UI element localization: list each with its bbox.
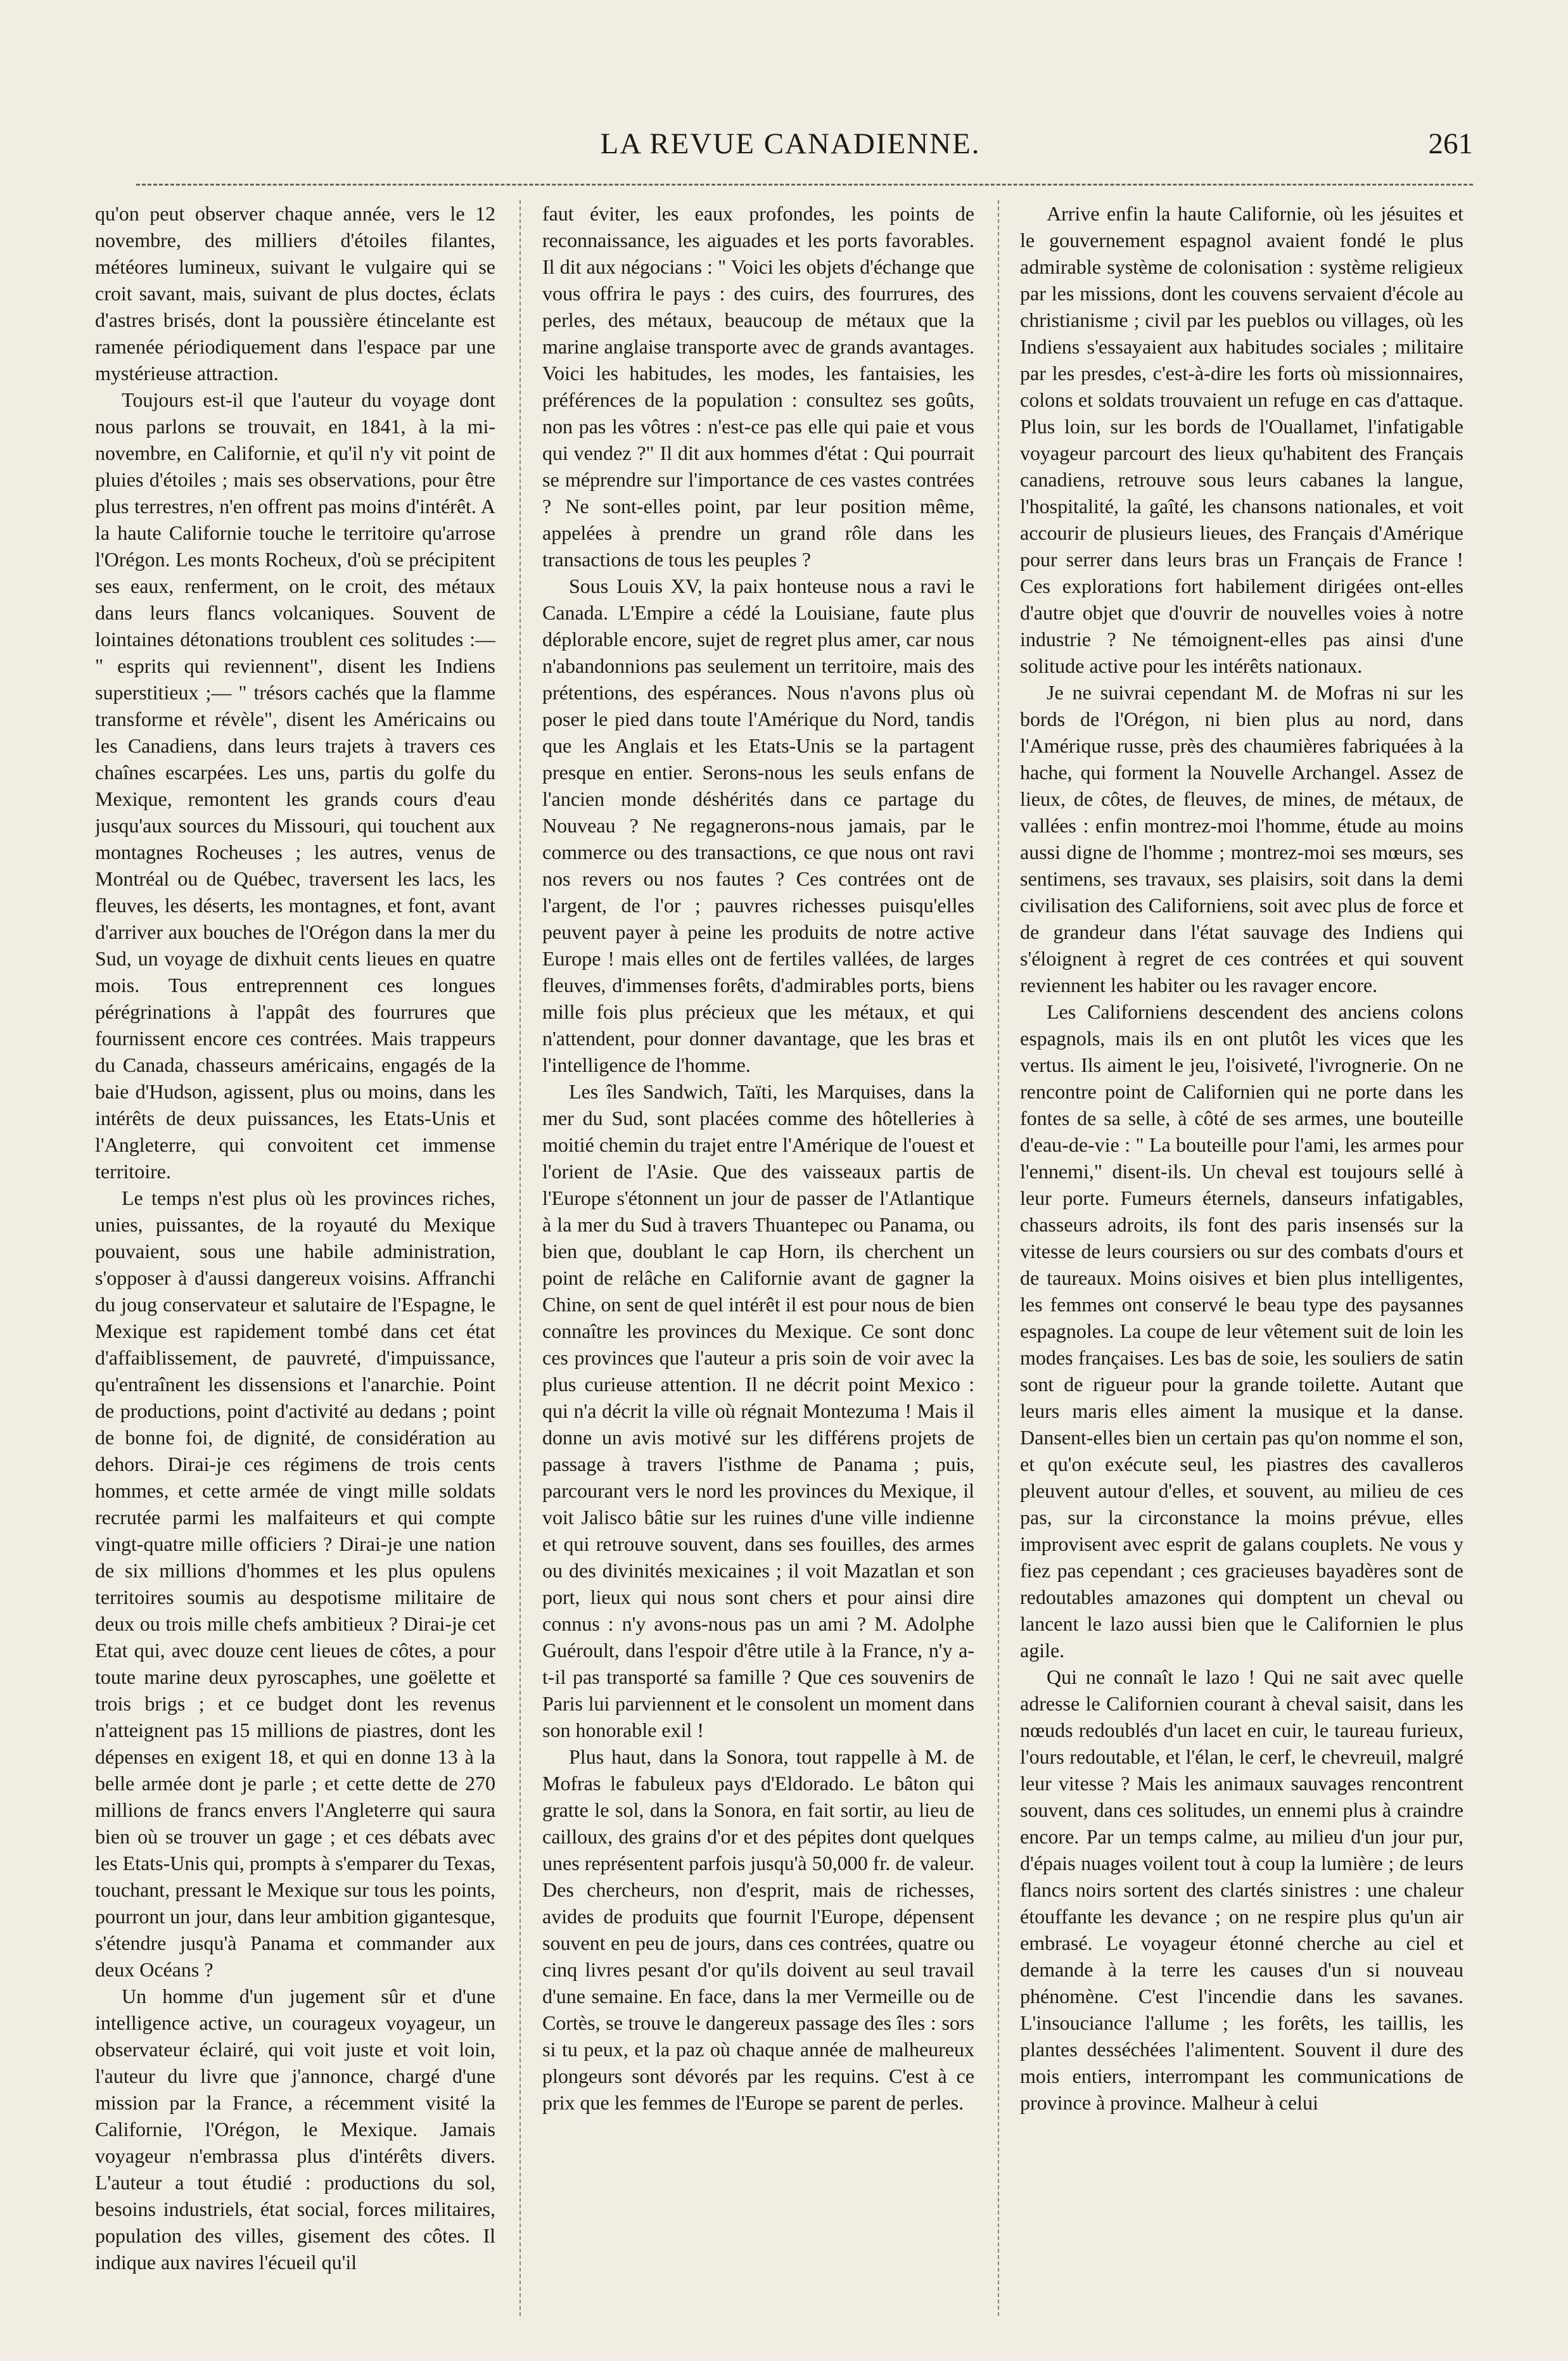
column-divider-2 <box>998 200 999 2316</box>
paragraph: Un homme d'un jugement sûr et d'une intelligence active, un courageux voyageur, un observateur éclairé, qui voit juste et voit loin, l'auteur du livre que j'annonce, chargé d'une mission par la France, a récemment visité la Californie, l'Orégon, le Mexique. Jamais voyageur n'embrassa plus d'intérêts divers. L'auteur a tout étudié : productions du sol, besoins industriels, état social, forces militaires, population des villes, gisement des côtes. Il indique aux navires l'écueil qu'il <box>95 1985 495 2274</box>
column-3 <box>1020 200 1463 2329</box>
paragraph: Le temps n'est plus où les provinces riches, unies, puissantes, de la royauté du Mexique pouvaient, sous une habile administration, s'opposer à d'aussi dangereux voisins. Affranchi du joug conservateur et salutaire de l'Espagne, le Mexique est rapidement tombé dans cet état d'affaiblissement, de pauvreté, d'impuissance, qu'entraînent les dissensions et l'anarchie. Point de productions, point d'activité au dedans ; point de bonne foi, de dignité, de considération au dehors. Dirai-je ces régimens de trois cents hommes, et cette armée de vingt mille soldats recrutée parmi les malfaiteurs et qui compte vingt-quatre mille officiers ? Dirai-je une nation de six millions d'hommes et les plus opulens territoires soumis au despotisme militaire de deux ou trois mille chefs ambitieux ? Dirai-je cet Etat qui, avec douze cent lieues de côtes, a pour toute marine deux pyroscaphes, une goëlette et trois brigs ; et ce budget dont les revenus n'atteignent pas 15 millions de piastres, dont les dépenses en exigent 18, et qui en donne 13 à la belle armée dont je parle ; et cette dette de 270 millions de francs envers l'Angleterre qui saura bien où se trouver un gage ; et ces débats avec les Etats-Unis qui, prompts à s'emparer du Texas, touchant, pressant le Mexique sur tous les points, pourront un jour, dans leur ambition gigantesque, s'étendre jusqu'à Panama et commander aux deux Océans ? <box>95 1187 495 1981</box>
header-rule <box>136 184 1473 186</box>
paragraph: Sous Louis XV, la paix honteuse nous a ravi le Canada. L'Empire a cédé la Louisiane, faute plus déplorable encore, sujet de regret plus amer, car nous n'abandonnions pas seulement un territoire, mais des prétentions, des espérances. Nous n'avons plus où poser le pied dans toute l'Amérique du Nord, tandis que les Anglais et les Etats-Unis se la partagent presque en entier. Serons-nous les seuls enfans de l'ancien monde déshérités dans ce partage du Nouveau ? Ne regagnerons-nous jamais, par le commerce ou des transactions, ce que nous ont ravi nos revers ou nos fautes ? Ces contrées ont de l'argent, de l'or ; pauvres richesses puisqu'elles peuvent payer à peine les produits de notre active Europe ! mais elles ont de fertiles vallées, de larges fleuves, d'immenses forêts, d'admirables ports, biens mille fois plus précieux que les métaux, et qui n'attendent, pour donner davantage, que les bras et l'intelligence de l'homme. <box>542 575 974 1076</box>
paragraph: Qui ne connaît le lazo ! Qui ne sait avec quelle adresse le Californien courant à cheval saisit, dans les nœuds redoublés d'un lacet en cuir, le taureau furieux, l'ours redoutable, et l'élan, le cerf, le chevreuil, malgré leur vitesse ? Mais les animaux sauvages rencontrent souvent, dans ces solitudes, un ennemi plus à craindre encore. Par un temps calme, au milieu d'un jour pur, d'épais nuages voilent tout à coup la lumière ; de leurs flancs noirs sortent des clartés sinistres : une chaleur étouffante les devance ; on ne respire plus qu'un air embrasé. Le voyageur étonné cherche au ciel et demande à la terre les causes d'un si nouveau phénomène. C'est l'incendie dans les savanes. L'insouciance l'allume ; les forêts, les taillis, les plantes desséchées l'alimentent. Souvent il dure des mois entiers, interrompant les communications de province à province. Malheur à celui <box>1020 1665 1463 2114</box>
running-header <box>108 127 1473 171</box>
paragraph: Je ne suivrai cependant M. de Mofras ni sur les bords de l'Orégon, ni bien plus au nord, dans l'Amérique russe, près des chaumières fabriquées à la hache, qui forment la Nouvelle Archangel. Assez de lieux, de côtes, de fleuves, de mines, de métaux, de vallées : enfin montrez-moi l'homme, étude au moins aussi digne de l'homme ; montrez-moi ses mœurs, ses sentimens, ses travaux, ses plaisirs, soit dans la demi civilisation des Californiens, soit avec plus de force et de grandeur dans l'état sauvage des Indiens qui s'éloignent à regret de ces contrées et qui souvent reviennent les habiter ou les ravager encore. <box>1020 681 1463 996</box>
running-title: LA REVUE CANADIENNE. <box>600 127 981 160</box>
paragraph: Toujours est-il que l'auteur du voyage dont nous parlons se trouvait, en 1841, à la mi-novembre, en Californie, et qu'il n'y vit point de pluies d'étoiles ; mais ses observations, pour être plus terrestres, n'en offrent pas moins d'intérêt. A la haute Californie touche le territoire qu'arrose l'Orégon. Les monts Rocheux, d'où se précipitent ses eaux, renferment, on le croit, des métaux dans leurs flancs volcaniques. Souvent de lointaines détonations troublent ces solitudes :— " esprits qui reviennent", disent les Indiens superstitieux ;— " trésors cachés que la flamme transforme et révèle", disent les Américains ou les Canadiens, dans leurs trajets à travers ces chaînes escarpées. Les uns, partis du golfe du Mexique, remontent les grands cours d'eau jusqu'aux sources du Missouri, qui touchent aux montagnes Rocheuses ; les autres, venus de Montréal ou de Québec, traversent les lacs, les fleuves, les déserts, les montagnes, et font, avant d'arriver aux bouches de l'Orégon dans la mer du Sud, un voyage de dixhuit cents lieues en quatre mois. Tous entreprennent ces longues pérégrinations à l'appât des fourrures que fournissent encore ces contrées. Mais trappeurs du Canada, chasseurs américains, engagés de la baie d'Hudson, agissent, plus ou moins, dans les intérêts de deux puissances, les Etats-Unis et l'Angleterre, qui convoitent cet immense territoire. <box>95 388 495 1183</box>
paragraph: Les îles Sandwich, Taïti, les Marquises, dans la mer du Sud, sont placées comme des hôtelleries à moitié chemin du trajet entre l'Amérique de l'ouest et l'orient de l'Asie. Que des vaisseaux partis de l'Europe s'étonnent un jour de passer de l'Atlantique à la mer du Sud à travers Thuantepec ou Panama, ou bien que, doublant le cap Horn, ils cherchent un point de relâche en Californie avant de gagner la Chine, on sent de quel intérêt il est pour nous de bien connaître les provinces du Mexique. Ce sont donc ces provinces que l'auteur a pris soin de voir avec la plus curieuse attention. Il ne décrit point Mexico : qui n'a décrit la ville où régnait Montezuma ! Mais il donne un avis motivé sur les différens projets de passage à travers l'isthme de Panama ; puis, parcourant vers le nord les provinces du Mexique, il voit Jalisco bâtie sur les ruines d'une ville indienne et qui retrouve souvent, dans ses fouilles, des armes ou des divinités mexicaines ; il voit Mazatlan et son port, lieux qui nous sont chers et pour ainsi dire connus : n'y avons-nous pas un ami ? M. Adolphe Guéroult, dans l'espoir d'être utile à la France, n'y a-t-il pas transporté sa famille ? Que ces souvenirs de Paris lui parviennent et le consolent un moment dans son honorable exil ! <box>542 1080 974 1741</box>
paragraph: Arrive enfin la haute Californie, où les jésuites et le gouvernement espagnol avaient fondé le plus admirable système de colonisation : système religieux par les missions, dont les couvens servaient d'école au christianisme ; civil par les pueblos ou villages, où les Indiens s'essayaient aux habitudes sociales ; militaire par les presdes, c'est-à-dire les forts où missionnaires, colons et soldats trouvaient un refuge en cas d'attaque. Plus loin, sur les bords de l'Ouallamet, l'infatigable voyageur parcourt des lieux qu'habitent des Français canadiens, retrouve sous leurs cabanes la langue, l'hospitalité, la gaîté, les chansons nationales, et voit accourir de plusieurs lieues, des Français d'Amérique pour serrer dans leurs bras un Français de France ! Ces explorations fort habilement dirigées ont-elles d'autre objet que d'ouvrir de nouvelles voies à notre industrie ? Ne témoignent-elles pas ainsi d'une solitude active pour les intérêts nationaux. <box>1020 202 1463 677</box>
paragraph: qu'on peut observer chaque année, vers le 12 novembre, des milliers d'étoiles filantes, météores lumineux, suivant le vulgaire qui se croit savant, mais, suivant de plus doctes, éclats d'astres brisés, dont la poussière étincelante est ramenée périodiquement dans l'espace par une mystérieuse attraction. <box>95 202 495 385</box>
paragraph: Plus haut, dans la Sonora, tout rappelle à M. de Mofras le fabuleux pays d'Eldorado. Le bâton qui gratte le sol, dans la Sonora, en fait sortir, au lieu de cailloux, des grains d'or et des pépites dont quelques unes représentent parfois jusqu'à 50,000 fr. de valeur. Des chercheurs, non d'esprit, mais de richesses, avides de produits que fournit l'Europe, dépensent souvent en peu de jours, dans ces contrées, quatre ou cinq livres pesant d'or qu'ils doivent au seul travail d'une semaine. En face, dans la mer Vermeille ou de Cortès, se trouve le dangereux passage des îles : sors si tu peux, et la paz où chaque année de malheureux plongeurs sont dévorés par les requins. C'est à ce prix que les femmes de l'Europe se parent de perles. <box>542 1745 974 2114</box>
page-number: 261 <box>1428 127 1473 160</box>
column-divider-1 <box>519 200 521 2316</box>
paragraph: faut éviter, les eaux profondes, les points de reconnaissance, les aiguades et les ports favorables. Il dit aux négocians : " Voici les objets d'échange que vous offrira le pays : des cuirs, des fourrures, des perles, des métaux, beaucoup de métaux que la marine anglaise transporte avec de grands avantages. Voici les habitudes, les modes, les fantaisies, les préférences de la population : consultez ses goûts, non pas les vôtres : n'est-ce pas elle qui paie et vous qui vendez ?" Il dit aux hommes d'état : Qui pourrait se méprendre sur l'importance de ces vastes contrées ? Ne sont-elles point, par leur position même, appelées à prendre un grand rôle dans les transactions de tous les peuples ? <box>542 202 974 571</box>
column-2 <box>542 200 974 2329</box>
column-1 <box>95 200 495 2329</box>
paragraph: Les Californiens descendent des anciens colons espagnols, mais ils en ont plutôt les vices que les vertus. Ils aiment le jeu, l'oisiveté, l'ivrognerie. On ne rencontre point de Californien qui ne porte dans les fontes de sa selle, à côté de ses armes, une bouteille d'eau-de-vie : " La bouteille pour l'ami, les armes pour l'ennemi," disent-ils. Un cheval est toujours sellé à leur porte. Fumeurs éternels, danseurs infatigables, chasseurs adroits, ils font des paris insensés sur la vitesse de leurs coursiers ou sur des combats d'ours et de taureaux. Moins oisives et bien plus intelligentes, les femmes ont conservé le beau type des paysannes espagnoles. La coupe de leur vêtement suit de loin les modes françaises. Les bas de soie, les souliers de satin sont de rigueur pour la grande toilette. Autant que leurs maris elles aiment la musique et la danse. Dansent-elles bien un certain pas qu'on nomme el son, et qu'on exécute seul, les piastres des cavalleros pleuvent autour d'elles, et souvent, au milieu de ces pas, sur la circonstance la moins prévue, elles improvisent avec esprit de galans couplets. Ne vous y fiez pas cependant ; ces gracieuses bayadères sont de redoutables amazones qui domptent un cheval ou lancent le lazo aussi bien que le Californien le plus agile. <box>1020 1000 1463 1662</box>
